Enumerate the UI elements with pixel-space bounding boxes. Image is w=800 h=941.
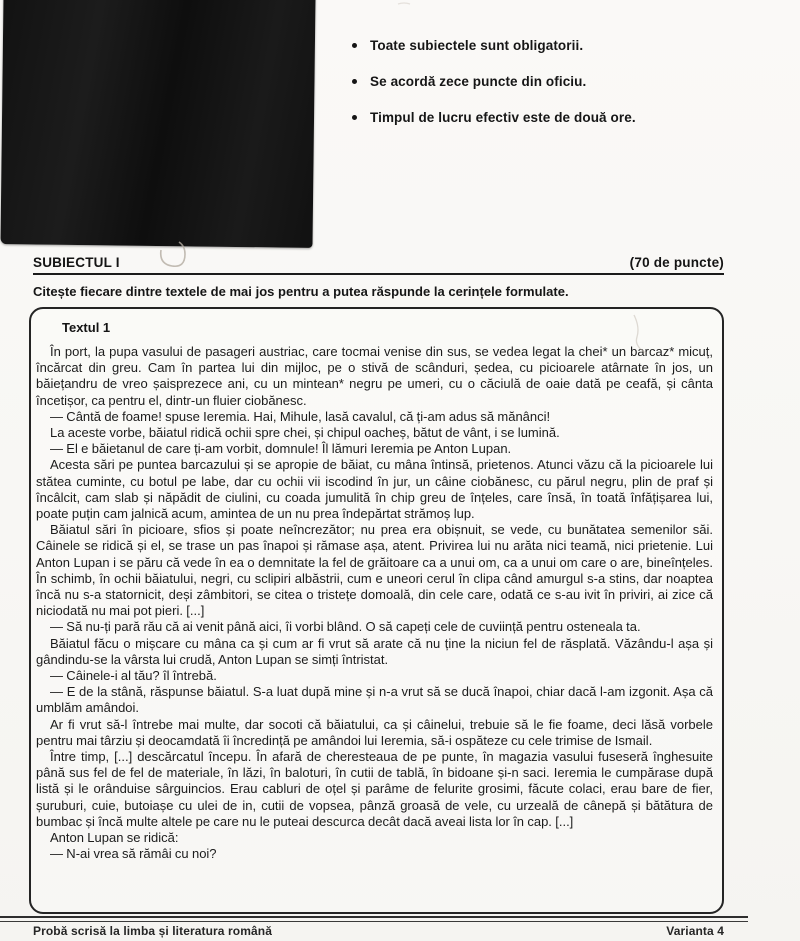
subject-heading <box>33 255 724 275</box>
paragraph: — Câinele-i al tău? îl întrebă. <box>50 668 217 684</box>
notice-item <box>352 38 772 53</box>
paragraph: Între timp, [...] descărcatul începu. În afară de cheresteaua de pe punte, în magazia vasului fuseseră înghesuite până sus fel de fel de materiale, în lăzi, în baloturi, în cutii de tablă, în bidoane și-n saci. Ieremia le cumpărase după listă și le orânduise sârguincios. Erau cabluri de oțel și parâme de felurite grosimi, făcute colaci, erau bare de fier, șuruburi, cuie, butoiașe cu ulei de in, cutii de vopsea, pânză groasă de vele, cu urzeală de cânepă și bătătura de bumbac și încă multe altele pe care nu le puteai descurca decât dacă aveai lista lor în cap. [...] <box>36 749 713 829</box>
subject-points: (70 de puncte) <box>629 255 724 270</box>
footer-right-text: Varianta 4 <box>666 924 724 938</box>
bullet-icon <box>352 115 357 120</box>
paragraph: — N-ai vrea să rămâi cu noi? <box>50 846 217 862</box>
redacted-black-region <box>0 0 315 248</box>
paragraph: La aceste vorbe, băiatul ridică ochii spre chei, și chipul oacheș, bătut de vânt, i se lumină. <box>50 425 560 441</box>
paragraph: Băiatul făcu o mișcare cu mâna ca și cum ar fi vrut să arate că nu ține la niciun fel de răsplată. Văzându-l așa și gândindu-se la vârsta lui crudă, Anton Lupan se simți întristat. <box>36 635 713 667</box>
instruction-text: Citește fiecare dintre textele de mai jos pentru a putea răspunde la cerințele formulate. <box>33 284 569 299</box>
pencil-tick-mark <box>398 3 410 4</box>
paragraph: — E de la stână, răspunse băiatul. S-a luat după mine și n-a vrut să se ducă înapoi, chiar dacă l-am izgonit. Așa că umblăm amândoi. <box>36 684 713 716</box>
footer-divider <box>0 916 748 922</box>
footer <box>33 924 724 938</box>
text1-box <box>29 307 724 914</box>
paragraph: — Cântă de foame! spuse Ieremia. Hai, Mihule, lasă cavalul, că ți-am adus să mănânci! <box>50 408 551 424</box>
subject-title: SUBIECTUL I <box>33 255 120 270</box>
notice-list <box>352 38 772 146</box>
paragraph: Băiatul sări în picioare, sfios și poate neîncrezător; nu prea era obișnuit, se vede, cu bunătatea semenilor săi. Câinele se ridică și el, se trase un pas înapoi și rămase așa, atent. Privirea lui nu arăta nici teamă, nici prietenie. Lui Anton Lupan i se păru că vede în ea o demnitate la fel de grăitoare ca a unui om, ca a unui om care o are, bineînțeles. În schimb, în ochii băiatului, negri, cu sclipiri albăstrii, cum e uneori cerul în clipa când amurgul s-a stins, dar noaptea încă nu s-a statornicit, deși zâmbitori, se citea o tristețe domoală, din cele care, odată ce s-au ivit în priviri, ai zice că niciodată nu mai pot pieri. [...] <box>36 522 713 619</box>
paragraph: Anton Lupan se ridică: <box>50 830 179 846</box>
paragraph: — El e băietanul de care ți-am vorbit, domnule! Îl lămuri Ieremia pe Anton Lupan. <box>50 441 512 457</box>
bullet-icon <box>352 79 357 84</box>
notice-item <box>352 110 772 125</box>
paragraph: — Să nu-ți pară rău că ai venit până aici, îi vorbi blând. O să capeți cele de cuviință pentru osteneala ta. <box>50 619 641 635</box>
bullet-icon <box>352 43 357 48</box>
notice-text: Toate subiectele sunt obligatorii. <box>370 38 584 53</box>
footer-left-text: Probă scrisă la limba și literatura română <box>33 924 272 938</box>
text1-paragraphs <box>36 344 713 863</box>
paragraph: Ar fi vrut să-l întrebe mai multe, dar socoti că băiatului, ca și câinelui, trebuie să le fie foame, deci lăsă vorbele pentru mai târziu și deocamdată îi încredință pe amândoi lui Ieremia, să-i ospăteze cu cele trimise de Ismail. <box>36 716 713 748</box>
paragraph: În port, la pupa vasului de pasageri austriac, care tocmai venise din sus, se vedea legat la chei* un barcaz* micuț, încărcat din greu. Cam în partea lui din mijloc, pe o stivă de scânduri, ședea, cu picioarele atârnate în jos, un băiețandru de vreo șaisprezece ani, cu un mintean* negru pe umeri, cu o căciulă de oaie dată pe ceafă, și cânta încetișor, ca pentru el, dintr-un fluier ciobănesc. <box>36 344 713 408</box>
text1-title: Textul 1 <box>62 320 111 335</box>
notice-text: Se acordă zece puncte din oficiu. <box>370 74 587 89</box>
notice-text: Timpul de lucru efectiv este de două ore. <box>370 110 636 125</box>
paragraph: Acesta sări pe puntea barcazului și se apropie de băiat, cu mâna întinsă, prietenos. Atunci văzu că la picioarele lui stătea cuminte, cu botul pe labe, dar cu ochii vii iscodind în jur, un câine ciobănesc, cu părul negru, plin de praf și încâlcit, cam slab și năpădit de ciulini, cu coada jumulită în chip greu de înțeles, care însă, în toată înfățișarea lui, poate puțin cam jalnică acum, amintea de un nu prea îndepărtat strămoș lup. <box>36 457 713 522</box>
notice-item <box>352 74 772 89</box>
